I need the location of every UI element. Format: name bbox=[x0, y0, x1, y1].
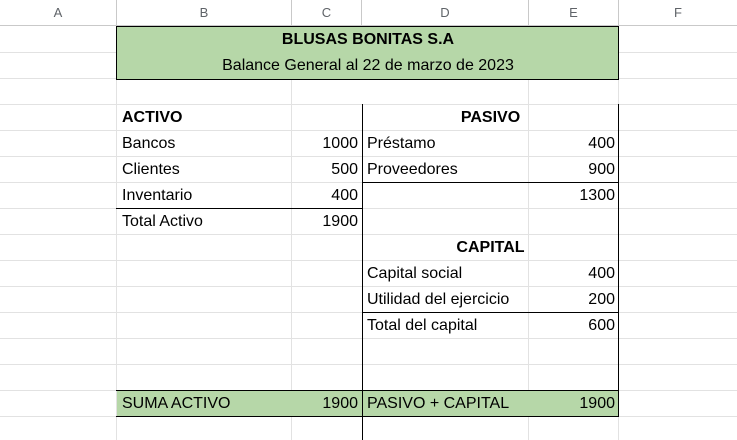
pasivo-value-proveedores[interactable]: 900 bbox=[588, 161, 615, 178]
balance-subtitle[interactable]: Balance General al 22 de marzo de 2023 bbox=[117, 53, 619, 79]
title-border-left bbox=[116, 26, 117, 80]
pasivo-header[interactable]: PASIVO bbox=[460, 109, 521, 126]
activo-value-clientes[interactable]: 500 bbox=[331, 161, 358, 178]
total-activo-value[interactable]: 1900 bbox=[322, 213, 358, 230]
capital-total-underline bbox=[362, 312, 619, 313]
gridline bbox=[528, 26, 529, 440]
total-activo-label[interactable]: Total Activo bbox=[122, 213, 203, 230]
pasivo-value-prestamo[interactable]: 400 bbox=[588, 135, 615, 152]
pasivo-label-prestamo[interactable]: Préstamo bbox=[367, 135, 436, 152]
total-capital-label[interactable]: Total del capital bbox=[367, 317, 478, 334]
suma-activo-label[interactable]: SUMA ACTIVO bbox=[117, 391, 292, 417]
title-border-right bbox=[618, 26, 619, 80]
title-border-top bbox=[116, 26, 619, 27]
capital-value-social[interactable]: 400 bbox=[588, 265, 615, 282]
title-border-bottom bbox=[116, 79, 619, 80]
capital-label-social[interactable]: Capital social bbox=[367, 265, 463, 282]
activo-value-bancos[interactable]: 1000 bbox=[322, 135, 358, 152]
pasivo-total-underline bbox=[362, 182, 619, 183]
column-header-c[interactable]: C bbox=[292, 0, 362, 26]
column-header-b[interactable]: B bbox=[117, 0, 292, 26]
capital-header[interactable]: CAPITAL bbox=[456, 239, 525, 256]
activo-label-inventario[interactable]: Inventario bbox=[122, 187, 193, 204]
balance-border-right bbox=[618, 104, 619, 417]
summary-border-bottom bbox=[116, 416, 619, 417]
total-capital-value[interactable]: 600 bbox=[588, 317, 615, 334]
activo-total-underline bbox=[116, 208, 362, 209]
summary-border-top bbox=[116, 390, 619, 391]
pasivo-capital-value[interactable]: 1900 bbox=[529, 391, 619, 417]
column-header-e[interactable]: E bbox=[529, 0, 619, 26]
activo-value-inventario[interactable]: 400 bbox=[331, 187, 358, 204]
gridline bbox=[0, 364, 737, 365]
activo-header[interactable]: ACTIVO bbox=[122, 109, 183, 126]
pasivo-label-proveedores[interactable]: Proveedores bbox=[367, 161, 458, 178]
gridline bbox=[0, 208, 737, 209]
activo-label-clientes[interactable]: Clientes bbox=[122, 161, 180, 178]
column-header-f[interactable]: F bbox=[619, 0, 737, 26]
activo-label-bancos[interactable]: Bancos bbox=[122, 135, 176, 152]
pasivo-capital-label[interactable]: PASIVO + CAPITAL bbox=[362, 391, 529, 417]
capital-value-utilidad[interactable]: 200 bbox=[588, 291, 615, 308]
company-title[interactable]: BLUSAS BONITAS S.A bbox=[117, 27, 619, 53]
column-header-a[interactable]: A bbox=[0, 0, 117, 26]
capital-label-utilidad[interactable]: Utilidad del ejercicio bbox=[367, 291, 510, 308]
pasivo-total-value[interactable]: 1300 bbox=[579, 187, 615, 204]
suma-activo-value[interactable]: 1900 bbox=[292, 391, 362, 417]
column-header-d[interactable]: D bbox=[362, 0, 529, 26]
